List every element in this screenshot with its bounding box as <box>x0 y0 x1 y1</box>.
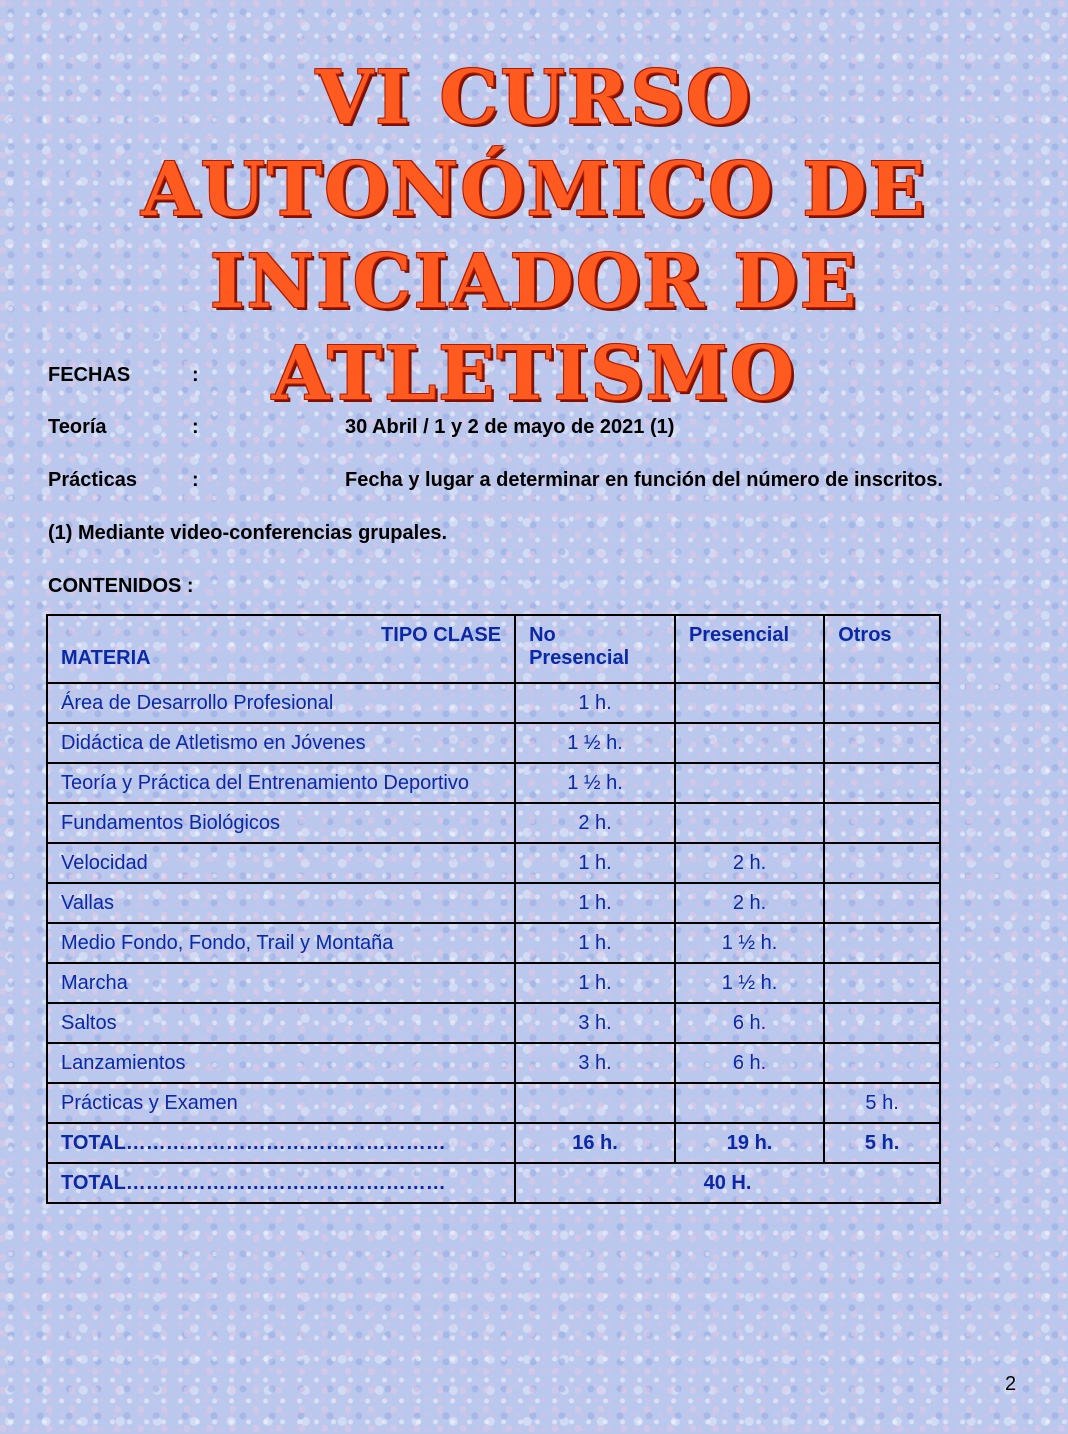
presencial-cell: 2 h. <box>675 883 824 923</box>
no-presencial-cell: 1 ½ h. <box>515 723 675 763</box>
presencial-cell: 6 h. <box>675 1003 824 1043</box>
header-presencial: Presencial <box>675 615 824 683</box>
contenidos-heading: CONTENIDOS : <box>48 575 194 597</box>
materia-cell: Medio Fondo, Fondo, Trail y Montaña <box>47 923 515 963</box>
materia-cell: Fundamentos Biológicos <box>47 803 515 843</box>
no-presencial-cell: 2 h. <box>515 803 675 843</box>
table-row <box>47 763 940 803</box>
table-row <box>47 683 940 723</box>
presencial-cell: 6 h. <box>675 1043 824 1083</box>
page-title <box>0 52 1068 420</box>
presencial-cell <box>675 763 824 803</box>
grand-total-value: 40 H. <box>515 1163 940 1203</box>
no-presencial-cell: 1 h. <box>515 843 675 883</box>
no-presencial-cell: 1 h. <box>515 923 675 963</box>
total-no-presencial: 16 h. <box>515 1123 675 1163</box>
presencial-cell <box>675 803 824 843</box>
otros-cell <box>824 1043 940 1083</box>
no-presencial-cell: 1 h. <box>515 683 675 723</box>
otros-cell <box>824 723 940 763</box>
grand-total-row <box>47 1163 940 1203</box>
no-presencial-cell: 3 h. <box>515 1043 675 1083</box>
page-number: 2 <box>1005 1373 1017 1395</box>
header-materia-cell <box>47 615 515 683</box>
materia-cell: Teoría y Práctica del Entrenamiento Deportivo <box>47 763 515 803</box>
table-row <box>47 883 940 923</box>
materia-cell: Marcha <box>47 963 515 1003</box>
presencial-cell <box>675 723 824 763</box>
no-presencial-cell: 1 h. <box>515 883 675 923</box>
no-presencial-cell: 1 h. <box>515 963 675 1003</box>
header-no-presencial: No Presencial <box>515 615 675 683</box>
practicas-colon: : <box>192 469 199 491</box>
materia-cell: Saltos <box>47 1003 515 1043</box>
presencial-cell: 2 h. <box>675 843 824 883</box>
materia-cell: Vallas <box>47 883 515 923</box>
otros-cell <box>824 883 940 923</box>
otros-cell <box>824 763 940 803</box>
no-presencial-cell: 1 ½ h. <box>515 763 675 803</box>
table-row <box>47 1083 940 1123</box>
header-materia: MATERIA <box>61 647 151 669</box>
otros-cell <box>824 923 940 963</box>
title-line-1: VI CURSO AUTONÓMICO DE <box>141 55 927 233</box>
otros-cell <box>824 843 940 883</box>
materia-cell: Prácticas y Examen <box>47 1083 515 1123</box>
fechas-label: FECHAS <box>48 364 131 386</box>
total-otros: 5 h. <box>824 1123 940 1163</box>
title-line-2: INICIADOR DE ATLETISMO <box>209 239 859 417</box>
otros-cell <box>824 803 940 843</box>
table-header-row <box>47 615 940 683</box>
footnote: (1) Mediante video-conferencias grupales. <box>48 522 447 544</box>
otros-cell <box>824 683 940 723</box>
header-otros: Otros <box>824 615 940 683</box>
materia-cell: Velocidad <box>47 843 515 883</box>
fechas-colon: : <box>192 364 199 386</box>
presencial-cell <box>675 683 824 723</box>
materia-cell: Lanzamientos <box>47 1043 515 1083</box>
materia-cell: Didáctica de Atletismo en Jóvenes <box>47 723 515 763</box>
practicas-label: Prácticas <box>48 469 137 491</box>
grand-total-label: TOTAL………………………………………… <box>47 1163 515 1203</box>
presencial-cell: 1 ½ h. <box>675 963 824 1003</box>
total-presencial: 19 h. <box>675 1123 824 1163</box>
otros-cell <box>824 1003 940 1043</box>
table-row <box>47 1043 940 1083</box>
contents-table <box>46 614 941 1204</box>
materia-cell: Área de Desarrollo Profesional <box>47 683 515 723</box>
total-label: TOTAL………………………………………… <box>47 1123 515 1163</box>
table-row <box>47 963 940 1003</box>
table-row <box>47 1003 940 1043</box>
otros-cell <box>824 963 940 1003</box>
table-row <box>47 923 940 963</box>
table-row <box>47 803 940 843</box>
otros-cell: 5 h. <box>824 1083 940 1123</box>
teoria-value: 30 Abril / 1 y 2 de mayo de 2021 (1) <box>345 416 675 438</box>
teoria-label: Teoría <box>48 416 107 438</box>
total-row <box>47 1123 940 1163</box>
table-row <box>47 843 940 883</box>
presencial-cell: 1 ½ h. <box>675 923 824 963</box>
teoria-colon: : <box>192 416 199 438</box>
header-tipo-clase: TIPO CLASE <box>381 624 502 646</box>
no-presencial-cell: 3 h. <box>515 1003 675 1043</box>
practicas-value: Fecha y lugar a determinar en función del número de inscritos. <box>345 469 943 491</box>
presencial-cell <box>675 1083 824 1123</box>
table-row <box>47 723 940 763</box>
no-presencial-cell <box>515 1083 675 1123</box>
